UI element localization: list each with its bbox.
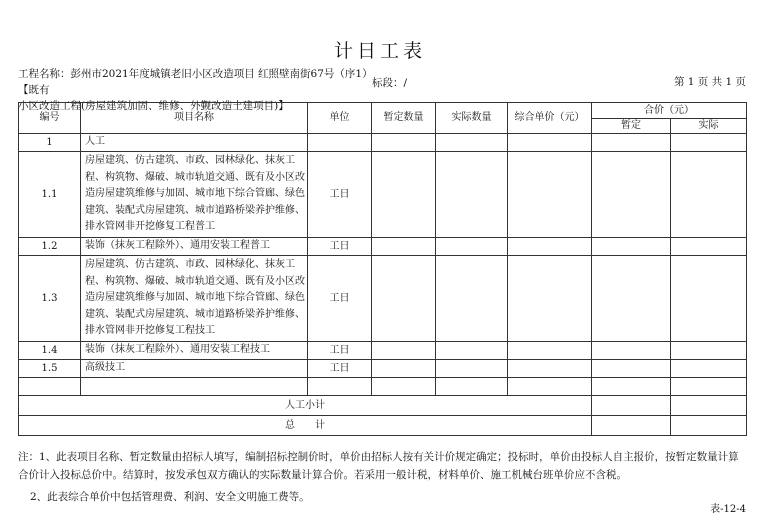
table-row bbox=[19, 152, 747, 238]
page-title: 计日工表 bbox=[333, 40, 426, 62]
table-row bbox=[19, 378, 747, 396]
grand-total-row bbox=[19, 416, 747, 436]
row-no: 1.2 bbox=[19, 238, 81, 256]
row-unit bbox=[308, 378, 372, 396]
grand-total-label: 总 计 bbox=[19, 416, 592, 436]
note-2: 2、此表综合单价中包括管理费、利润、安全文明施工费等。 bbox=[30, 491, 310, 503]
row-no: 1.4 bbox=[19, 342, 81, 360]
row-name: 房屋建筑、仿古建筑、市政、园林绿化、抹灰工程、构筑物、爆破、城市轨道交通、既有及小区改造房屋建筑维修与加固、城市地下综合管廊、绿色建筑、装配式房屋建筑、城市道路桥梁养护维修、排水管网非开挖修复工程普工 bbox=[81, 152, 308, 238]
row-no: 1.3 bbox=[19, 256, 81, 342]
section-label: 标段：/ bbox=[372, 77, 408, 89]
row-name: 装饰（抹灰工程除外）、通用安装工程技工 bbox=[81, 342, 308, 360]
row-no: 1 bbox=[19, 134, 81, 152]
row-name: 装饰（抹灰工程除外）、通用安装工程普工 bbox=[81, 238, 308, 256]
row-no: 1.1 bbox=[19, 152, 81, 238]
subtotal-label: 人工小计 bbox=[19, 396, 592, 416]
row-unit: 工日 bbox=[308, 256, 372, 342]
row-unit: 工日 bbox=[308, 152, 372, 238]
row-no: 1.5 bbox=[19, 360, 81, 378]
table-row bbox=[19, 256, 747, 342]
header-temp-qty: 暂定数量 bbox=[372, 103, 436, 134]
header-unit: 单位 bbox=[308, 103, 372, 134]
header-actual-qty: 实际数量 bbox=[436, 103, 508, 134]
project-name-line1: 工程名称：彭州市2021年度城镇老旧小区改造项目 红照壁南街67号（序1）【既有 bbox=[18, 68, 373, 96]
form-number: 表-12-4 bbox=[710, 504, 746, 515]
row-name: 高级技工 bbox=[81, 360, 308, 378]
page-info: 第 1 页 共 1 页 bbox=[673, 76, 746, 88]
header-unit-price: 综合单价（元） bbox=[508, 103, 592, 134]
row-no bbox=[19, 378, 81, 396]
table-row bbox=[19, 134, 747, 152]
row-name: 人工 bbox=[81, 134, 308, 152]
table-row bbox=[19, 238, 747, 256]
header-no: 编号 bbox=[19, 103, 81, 134]
project-name-line2: 小区改造工程(房屋建筑加固、维修、外觐改造土建项目)】 bbox=[18, 100, 289, 112]
row-unit bbox=[308, 134, 372, 152]
subtotal-row bbox=[19, 396, 747, 416]
notes bbox=[18, 448, 748, 506]
row-unit: 工日 bbox=[308, 342, 372, 360]
header-name: 项目名称 bbox=[81, 103, 308, 134]
dayworks-table bbox=[18, 102, 747, 436]
table-row bbox=[19, 342, 747, 360]
note-1: 注：1、此表项目名称、暂定数量由招标人填写，编制招标控制价时，单价由招标人按有关计价规定确定；投标时，单价由投标人自主报价，按暂定数量计算合价计入投标总价中。结算时，按发承包双方确认的实际数量计算合价。若采用一般计税，材料单价、施工机械台班单价应不含税。 bbox=[18, 451, 739, 481]
row-name bbox=[81, 378, 308, 396]
row-unit: 工日 bbox=[308, 238, 372, 256]
table-row bbox=[19, 360, 747, 378]
header-total: 合价（元） bbox=[592, 103, 747, 119]
header-total-temp: 暂定 bbox=[592, 119, 671, 134]
header-total-actual: 实际 bbox=[671, 119, 747, 134]
row-unit: 工日 bbox=[308, 360, 372, 378]
row-name: 房屋建筑、仿古建筑、市政、园林绿化、抹灰工程、构筑物、爆破、城市轨道交通、既有及小区改造房屋建筑维修与加固、城市地下综合管廊、绿色建筑、装配式房屋建筑、城市道路桥梁养护维修、排水管网非开挖修复工程技工 bbox=[81, 256, 308, 342]
